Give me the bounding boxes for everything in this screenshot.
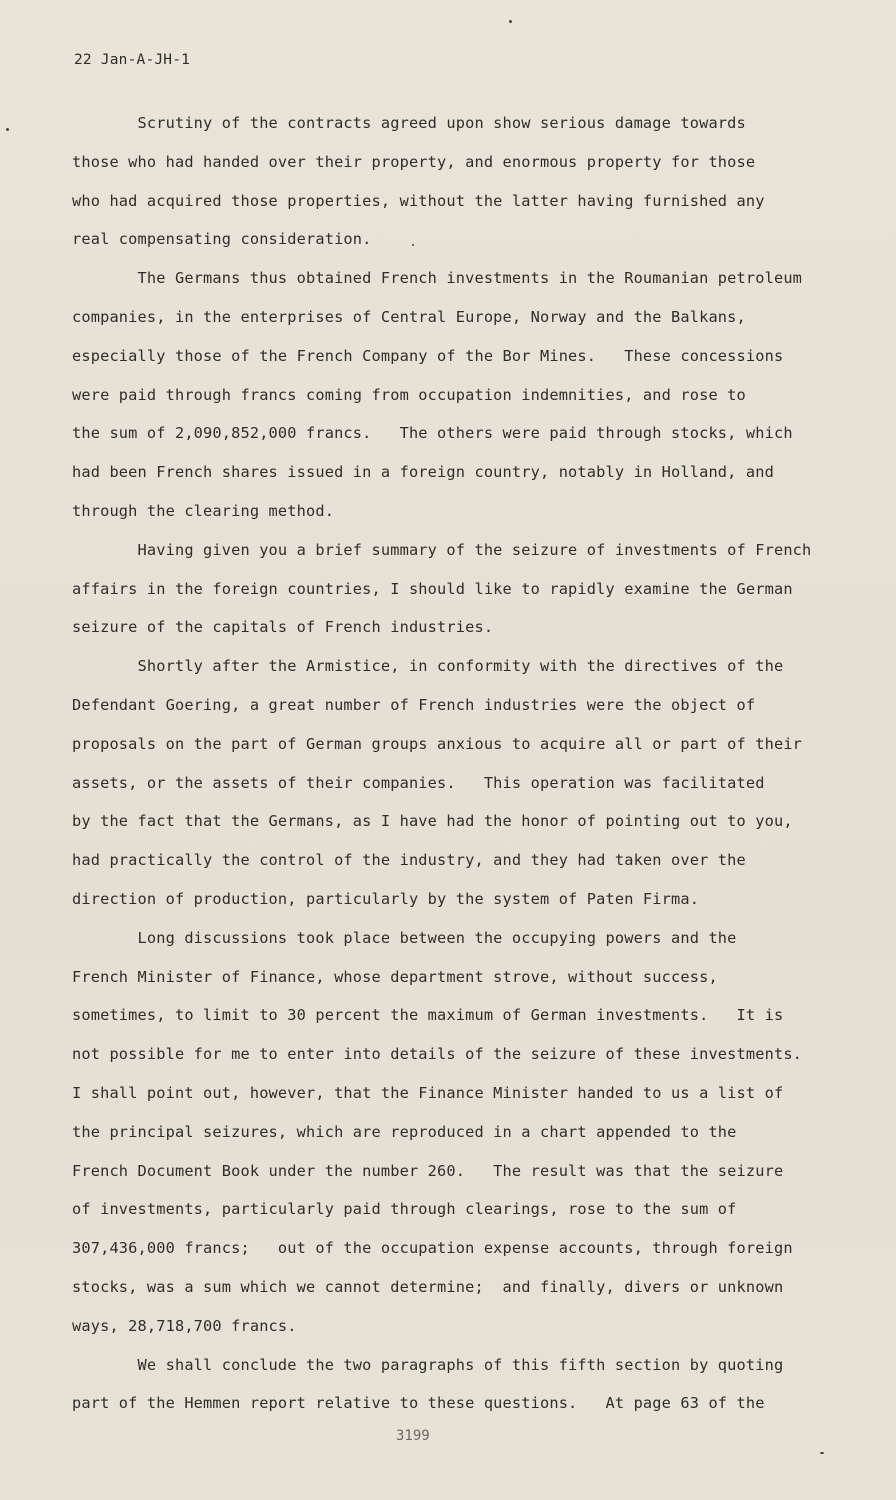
text-line: had practically the control of the industry, and they had taken over the xyxy=(72,851,746,870)
text-line: those who had handed over their property, and enormous property for those xyxy=(72,152,756,171)
document-body xyxy=(72,104,832,1423)
text-line: seizure of the capitals of French industries. xyxy=(72,618,494,637)
text-line: stocks, was a sum which we cannot determine; and finally, divers or unknown xyxy=(72,1277,784,1296)
paper-speck xyxy=(509,20,512,23)
text-line: Scrutiny of the contracts agreed upon show serious damage towards xyxy=(72,114,746,132)
text-line: French Document Book under the number 260. The result was that the seizure xyxy=(72,1161,784,1180)
text-line: sometimes, to limit to 30 percent the maximum of German investments. It is xyxy=(72,1006,784,1025)
text-line: not possible for me to enter into details of the seizure of these investments. xyxy=(72,1045,803,1064)
text-line: Long discussions took place between the occupying powers and the xyxy=(72,928,737,947)
paper-speck xyxy=(412,244,414,246)
page-number: 3199 xyxy=(396,1428,430,1444)
text-line: Having given you a brief summary of the seizure of investments of French xyxy=(72,540,812,559)
text-line: The Germans thus obtained French investments in the Roumanian petroleum xyxy=(72,269,803,288)
text-line: 307,436,000 francs; out of the occupation expense accounts, through foreign xyxy=(72,1239,793,1258)
text-line: We shall conclude the two paragraphs of this fifth section by quoting xyxy=(72,1355,784,1374)
text-line: part of the Hemmen report relative to these questions. At page 63 of the xyxy=(72,1394,765,1413)
document-header: 22 Jan-A-JH-1 xyxy=(74,52,191,68)
text-line: real compensating consideration. xyxy=(72,230,372,249)
text-line: through the clearing method. xyxy=(72,501,335,520)
text-line: were paid through francs coming from occupation indemnities, and rose to xyxy=(72,385,746,404)
text-line: companies, in the enterprises of Central Europe, Norway and the Balkans, xyxy=(72,307,746,326)
text-line: had been French shares issued in a foreign country, notably in Holland, and xyxy=(72,463,774,482)
text-line: the sum of 2,090,852,000 francs. The others were paid through stocks, which xyxy=(72,424,793,443)
text-line: direction of production, particularly by the system of Paten Firma. xyxy=(72,889,700,908)
text-line: French Minister of Finance, whose department strove, without success, xyxy=(72,967,718,986)
text-line: Shortly after the Armistice, in conformity with the directives of the xyxy=(72,657,784,676)
text-line: Defendant Goering, a great number of French industries were the object of xyxy=(72,695,756,714)
text-line: of investments, particularly paid through clearings, rose to the sum of xyxy=(72,1200,737,1219)
text-line: I shall point out, however, that the Finance Minister handed to us a list of xyxy=(72,1083,784,1102)
paper-speck xyxy=(6,128,9,131)
text-line: who had acquired those properties, without the latter having furnished any xyxy=(72,191,765,210)
text-line: ways, 28,718,700 francs. xyxy=(72,1316,297,1335)
text-line: proposals on the part of German groups anxious to acquire all or part of their xyxy=(72,734,803,753)
paper-speck xyxy=(820,1452,824,1454)
text-line: affairs in the foreign countries, I should like to rapidly examine the German xyxy=(72,579,793,598)
text-line: the principal seizures, which are reproduced in a chart appended to the xyxy=(72,1122,737,1141)
text-line: by the fact that the Germans, as I have had the honor of pointing out to you, xyxy=(72,812,793,831)
text-line: especially those of the French Company of the Bor Mines. These concessions xyxy=(72,346,784,365)
text-line: assets, or the assets of their companies. This operation was facilitated xyxy=(72,773,765,792)
